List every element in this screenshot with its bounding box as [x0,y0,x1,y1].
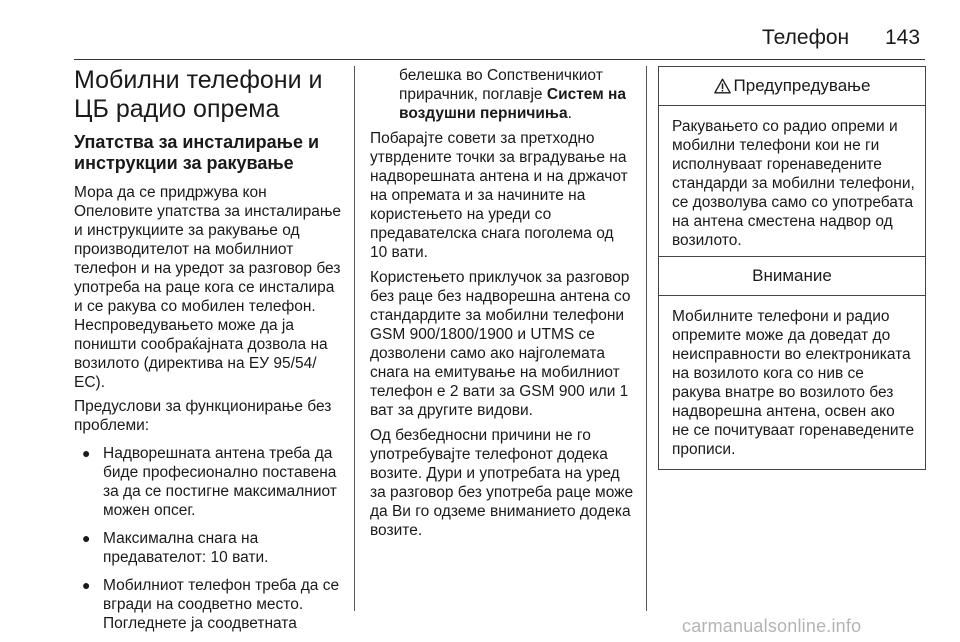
warning-box [658,66,926,261]
warning-title: Предупредување [733,76,871,95]
paragraph: Мора да се придржува кон Опеловите упатства за инсталирање и инструкциите за ракување од производителот на мобилниот телефон и на уредот за разговор без употреба на раце кога се инсталира и се ракува со мобилен телефон. [74,184,342,315]
paragraph: Од безбедносни причини не го употребувајте телефонот додека возите. Дури и употребата на уред за разговор без употреба раце може да Ви го одземе вниманието додека возите. [370,427,634,539]
cross-reference: Систем на воздушни перничиња [399,86,626,122]
caution-box [658,256,926,470]
list-item-text: Максимална снага на предавателот: 10 вати. [103,530,269,566]
page-number: 143 [885,26,921,49]
bullet-list [74,444,342,633]
column-divider-left [354,66,355,611]
bullet-icon: ● [82,445,91,461]
list-item [74,529,342,567]
left-column [74,66,342,633]
continued-bullet-text: белешка во Сопственичкиот прирачник, поглавје Систем на воздушни перничиња. [399,67,626,122]
caution-title: Внимание [752,266,832,285]
bullet-icon: ● [82,530,91,546]
list-item-text: Надворешната антена треба да биде професионално поставена за да се постигне максималниот можен опсег. [103,445,337,519]
column-divider-right [646,66,647,611]
paragraph: Користењето приклучок за разговор без раце без надворешна антена со стандардите за мобилни телефони GSM 900/1800/1900 и UTMS се дозволени само ако најголемата снага на емитување на мобилниот телефон е 2 вати за GSM 900 или 1 ват за другите видови. [370,269,631,419]
subsection-heading: Упатства за инсталирање и инструкции за ракување [74,132,320,173]
list-item [74,444,342,520]
caution-text: Мобилните телефони и радио опремите може да доведат до неисправности во електрониката на возилото кога со нив се ракува внатре во возилото без надворешна антена, освен ако не се почитуваат горенаведените прописи. [672,308,915,458]
warning-triangle-icon [714,78,731,94]
warning-box-header [659,67,925,106]
paragraph: Неспроведувањето може да ја поништи сообраќајната дозвола на возилото (директива на ЕУ 95/54/ЕС). [74,317,328,391]
watermark: carmanualsonline.info [682,616,862,636]
paragraph: Побарајте совети за претходно утврдените точки за вградување на надворешната антена и на држачот на опремата и за начините на користењето на уреди со предавателска снага поголема од 10 вати. [370,130,628,261]
header-divider [74,59,925,60]
bullet-icon: ● [82,577,91,593]
running-header-title: Телефон [762,26,850,49]
caution-box-header [659,257,925,296]
list-item-text: Мобилниот телефон треба да се вгради на соодветно место. Погледнете ја соодветната [103,577,340,632]
middle-column [370,66,634,546]
paragraph: Предуслови за функционирање без проблеми: [74,398,332,434]
list-item [74,576,342,633]
warning-text: Ракувањето со радио опреми и мобилни телефони кои не ги исполнуваат горенаведените стандарди за мобилни телефони, се дозволува само со употребата на антена сместена надвор од возилото. [672,118,915,249]
section-heading: Мобилни телефони и ЦБ радио опрема [74,66,323,123]
